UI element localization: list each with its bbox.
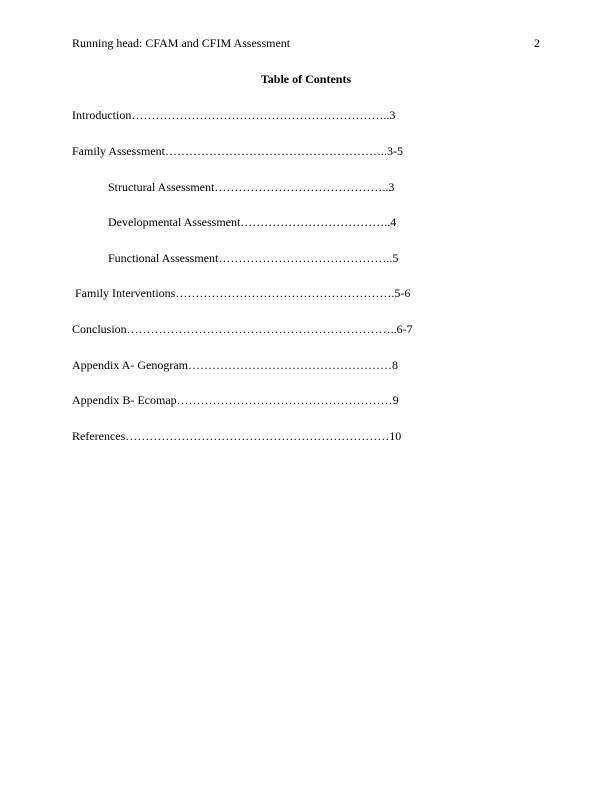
toc-entry-functional-assessment: Functional Assessment……………………………………..5 [108, 251, 399, 265]
toc-entry-appendix-b: Appendix B- Ecomap………………………………………………9 [72, 393, 399, 407]
toc-title: Table of Contents [260, 72, 352, 86]
toc-entry-conclusion: Conclusion…………………………………………………………..6-7 [72, 322, 413, 336]
toc-entry-structural-assessment: Structural Assessment……………………………………..3 [108, 180, 395, 194]
page-number: 2 [534, 36, 540, 50]
page-header [72, 36, 540, 52]
toc-entry-references: References…………………………………………………………10 [72, 429, 402, 443]
toc-entry-family-assessment: Family Assessment………………………………………………..3-5 [72, 144, 404, 158]
toc-entry-appendix-a: Appendix A- Genogram……………………………………………8 [72, 358, 398, 372]
running-head: Running head: CFAM and CFIM Assessment [72, 36, 291, 50]
toc-entry-developmental-assessment: Developmental Assessment………………………………..4 [108, 215, 397, 229]
toc-entry-introduction: Introduction………………………………………………………..3 [72, 108, 396, 122]
toc-entry-family-interventions: Family Interventions……………………………………………….5-6 [72, 286, 411, 300]
